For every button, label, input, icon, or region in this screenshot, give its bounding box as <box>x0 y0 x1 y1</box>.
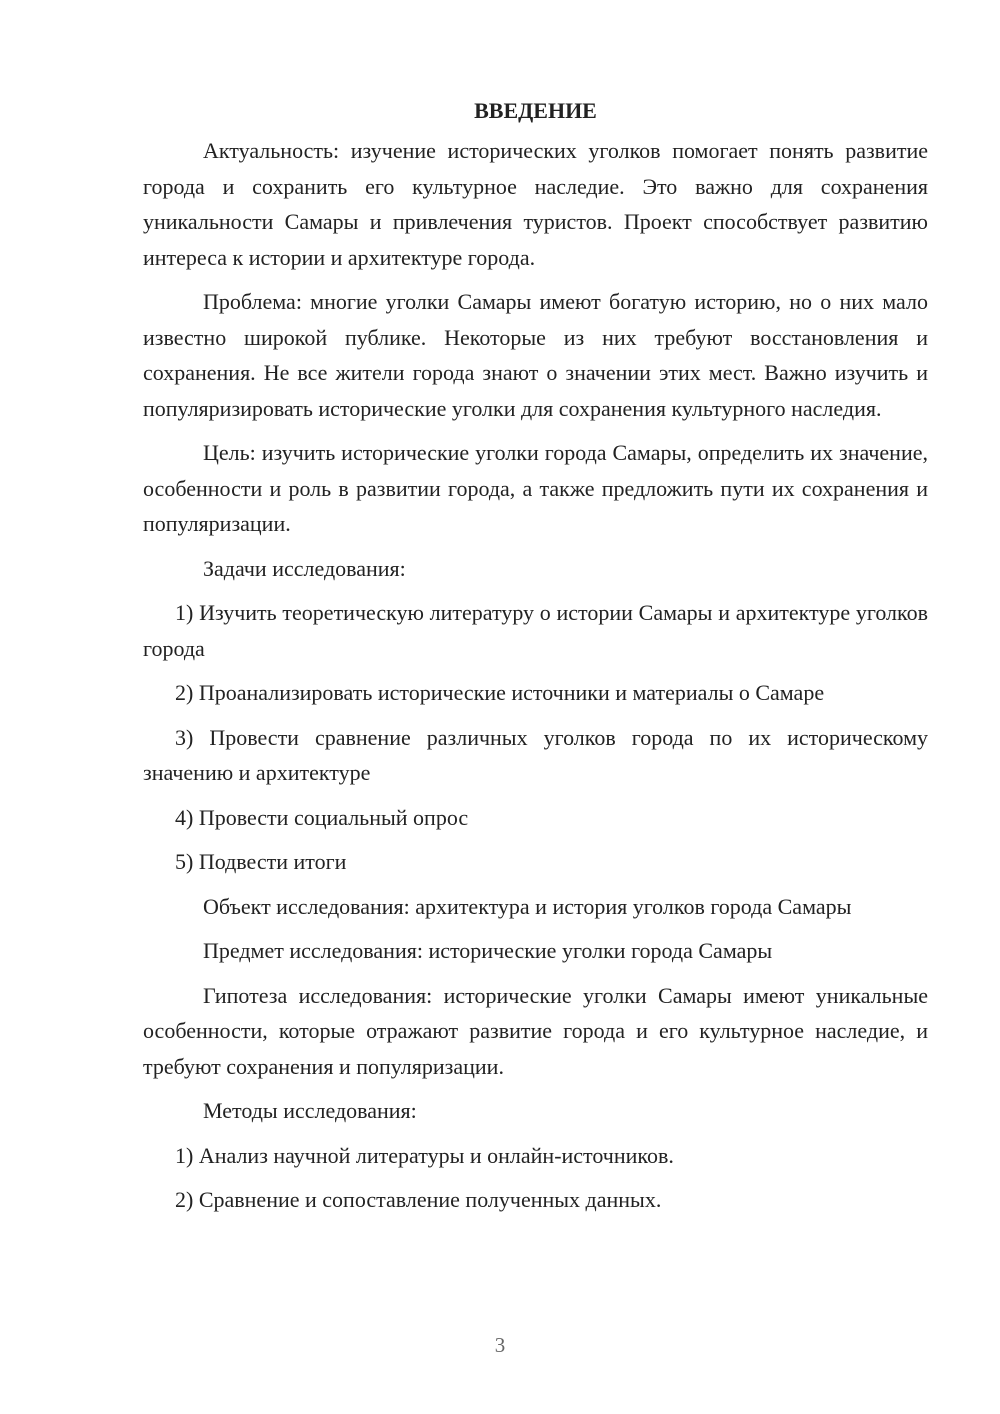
task-item-3: 3) Провести сравнение различных уголков города по их историческому значению и архитектуре <box>143 724 928 785</box>
paragraph-problem: Проблема: многие уголки Самары имеют богатую историю, но о них мало известно широкой публике. Некоторые из них требуют восстановления и сохранения. Не все жители города знают о значении этих мест. Важно изучить и популяризировать исторические уголки для сохранения культурного наследия. <box>143 289 928 421</box>
method-item-2: 2) Сравнение и сопоставление полученных данных. <box>175 1187 662 1212</box>
document-page <box>143 96 928 1218</box>
section-title: ВВЕДЕНИЕ <box>474 98 597 123</box>
methods-heading: Методы исследования: <box>203 1098 417 1123</box>
task-item-1: 1) Изучить теоретическую литературу о истории Самары и архитектуре уголков города <box>143 600 928 661</box>
task-item-2: 2) Проанализировать исторические источники и материалы о Самаре <box>175 680 825 705</box>
paragraph-object: Объект исследования: архитектура и история уголков города Самары <box>203 893 852 919</box>
task-item-4: 4) Провести социальный опрос <box>175 804 469 830</box>
tasks-heading: Задачи исследования: <box>203 555 406 581</box>
task-item-5: 5) Подвести итоги <box>175 849 347 874</box>
method-item-1: 1) Анализ научной литературы и онлайн-источников. <box>175 1142 674 1168</box>
page-number: 3 <box>494 1333 506 1357</box>
paragraph-relevance: Актуальность: изучение исторических уголков помогает понять развитие города и сохранить его культурное наследие. Это важно для сохранения уникальности Самары и привлечения туристов. Проект способствует развитию интереса к истории и архитектуре города. <box>143 138 928 270</box>
paragraph-subject: Предмет исследования: исторические уголки города Самары <box>203 938 773 963</box>
paragraph-goal: Цель: изучить исторические уголки города Самары, определить их значение, особенности и роль в развитии города, а также предложить пути их сохранения и популяризации. <box>143 440 928 536</box>
paragraph-hypothesis: Гипотеза исследования: исторические уголки Самары имеют уникальные особенности, которые отражают развитие города и его культурное наследие, и требуют сохранения и популяризации. <box>143 982 928 1079</box>
